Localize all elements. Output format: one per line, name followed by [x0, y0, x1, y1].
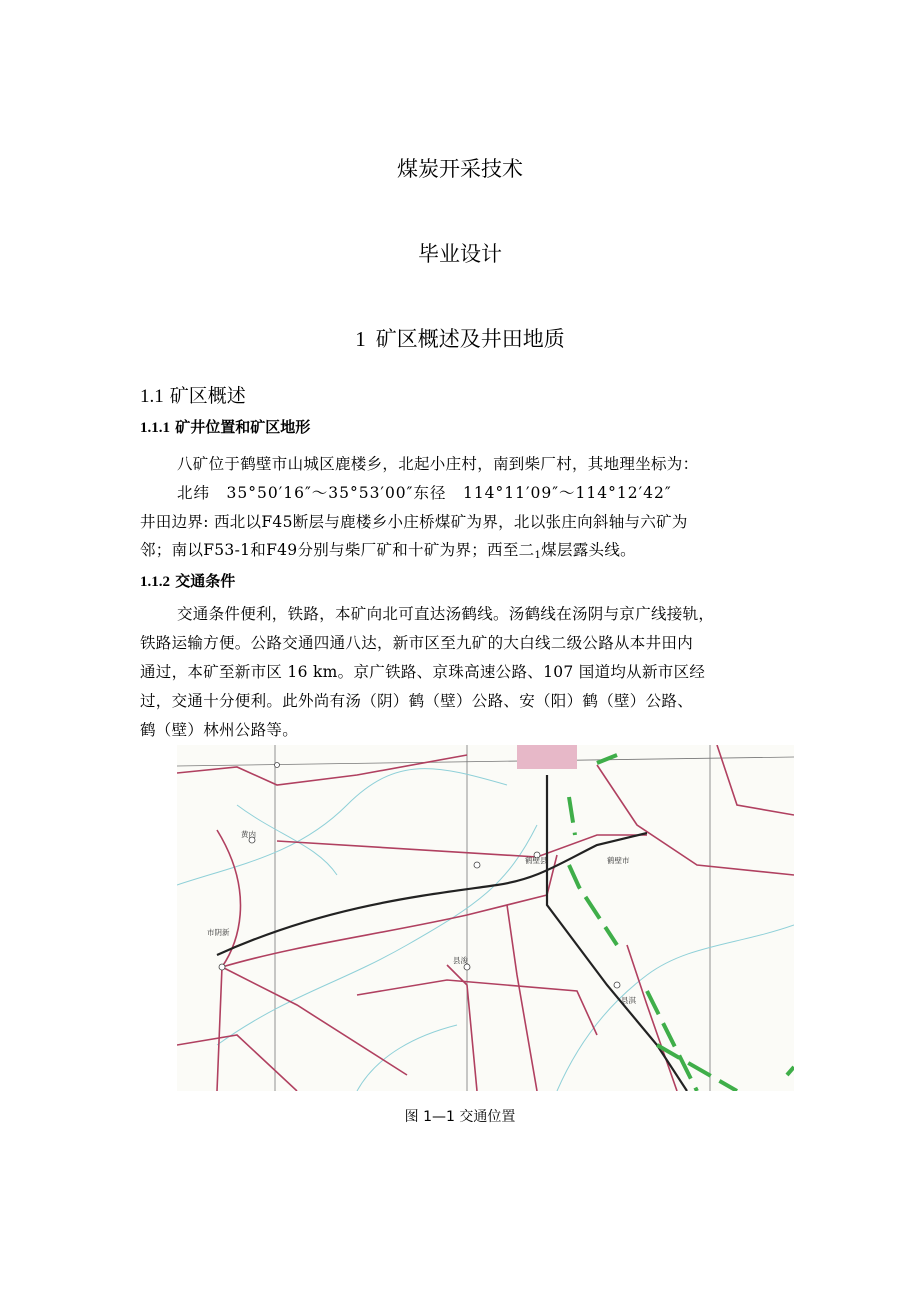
map-roads — [177, 745, 794, 1091]
map-label: 市阴新 — [207, 928, 230, 937]
paragraph-line: 八矿位于鹤壁市山城区鹿楼乡，北起小庄村，南到柴厂村，其地理坐标为： — [177, 455, 699, 473]
paragraph-line: 过，交通十分便利。此外尚有汤（阴）鹤（壁）公路、安（阳）鹤（壁）公路、 — [140, 692, 694, 710]
paragraph-line: 通过，本矿至新市区 16 km。京广铁路、京珠高速公路、107 国道均从新市区经 — [140, 663, 706, 681]
text-run: 邻；南以F53-1和F49分别与柴厂矿和十矿为界；西至二 — [140, 541, 535, 559]
map-graphic — [177, 745, 794, 1091]
map-railway — [217, 775, 687, 1091]
subsection-title: 矿井位置和矿区地形 — [175, 418, 311, 436]
map-city-area — [517, 745, 577, 769]
map-label: 县淇 — [621, 996, 636, 1005]
subsection-number: 1.1.1 — [140, 420, 170, 436]
section-number: 1.1 — [140, 386, 164, 407]
traffic-location-map — [177, 745, 794, 1091]
paragraph-line: 铁路运输方便。公路交通四通八达，新市区至九矿的大白线二级公路从本井田内 — [140, 634, 694, 652]
map-grid — [177, 745, 794, 1091]
subsection-heading-traffic — [140, 570, 235, 591]
section-heading — [140, 381, 246, 408]
subscript: 1 — [534, 550, 542, 561]
chapter-heading — [0, 323, 920, 353]
map-rivers — [177, 769, 794, 1091]
paragraph-line: 鹤（壁）林州公路等。 — [140, 721, 299, 739]
chapter-title: 矿区概述及井田地质 — [375, 327, 565, 351]
document-title: 煤炭开采技术 — [397, 157, 523, 181]
map-place-labels — [207, 829, 636, 1005]
map-label: 黄内 — [241, 830, 256, 839]
figure-caption: 图 1—1 交通位置 — [404, 1109, 516, 1125]
section-title: 矿区概述 — [169, 385, 246, 407]
coordinates-line: 北纬 35°50′16″～35°53′00″东径 114°11′09″～114°12′42″ — [177, 484, 672, 502]
paragraph-line: 交通条件便利，铁路，本矿向北可直达汤鹤线。汤鹤线在汤阴与京广线接轨， — [177, 605, 715, 623]
paragraph-line: 井田边界: 西北以F45断层与鹿楼乡小庄桥煤矿为界，北以张庄向斜轴与六矿为 — [140, 513, 688, 531]
subsection-title: 交通条件 — [175, 572, 236, 590]
map-boundary — [569, 755, 794, 1091]
subsection-number: 1.1.2 — [140, 574, 170, 590]
map-label: 鹤壁县 — [525, 856, 548, 865]
map-markers — [219, 763, 620, 989]
map-label: 鹤壁市 — [607, 856, 630, 865]
map-label: 县浚 — [453, 956, 468, 965]
text-run: 煤层露头线。 — [541, 541, 636, 559]
document-subtitle: 毕业设计 — [418, 242, 502, 266]
chapter-number: 1 — [355, 327, 366, 351]
subsection-heading-location — [140, 416, 310, 437]
paragraph-line — [140, 538, 636, 561]
